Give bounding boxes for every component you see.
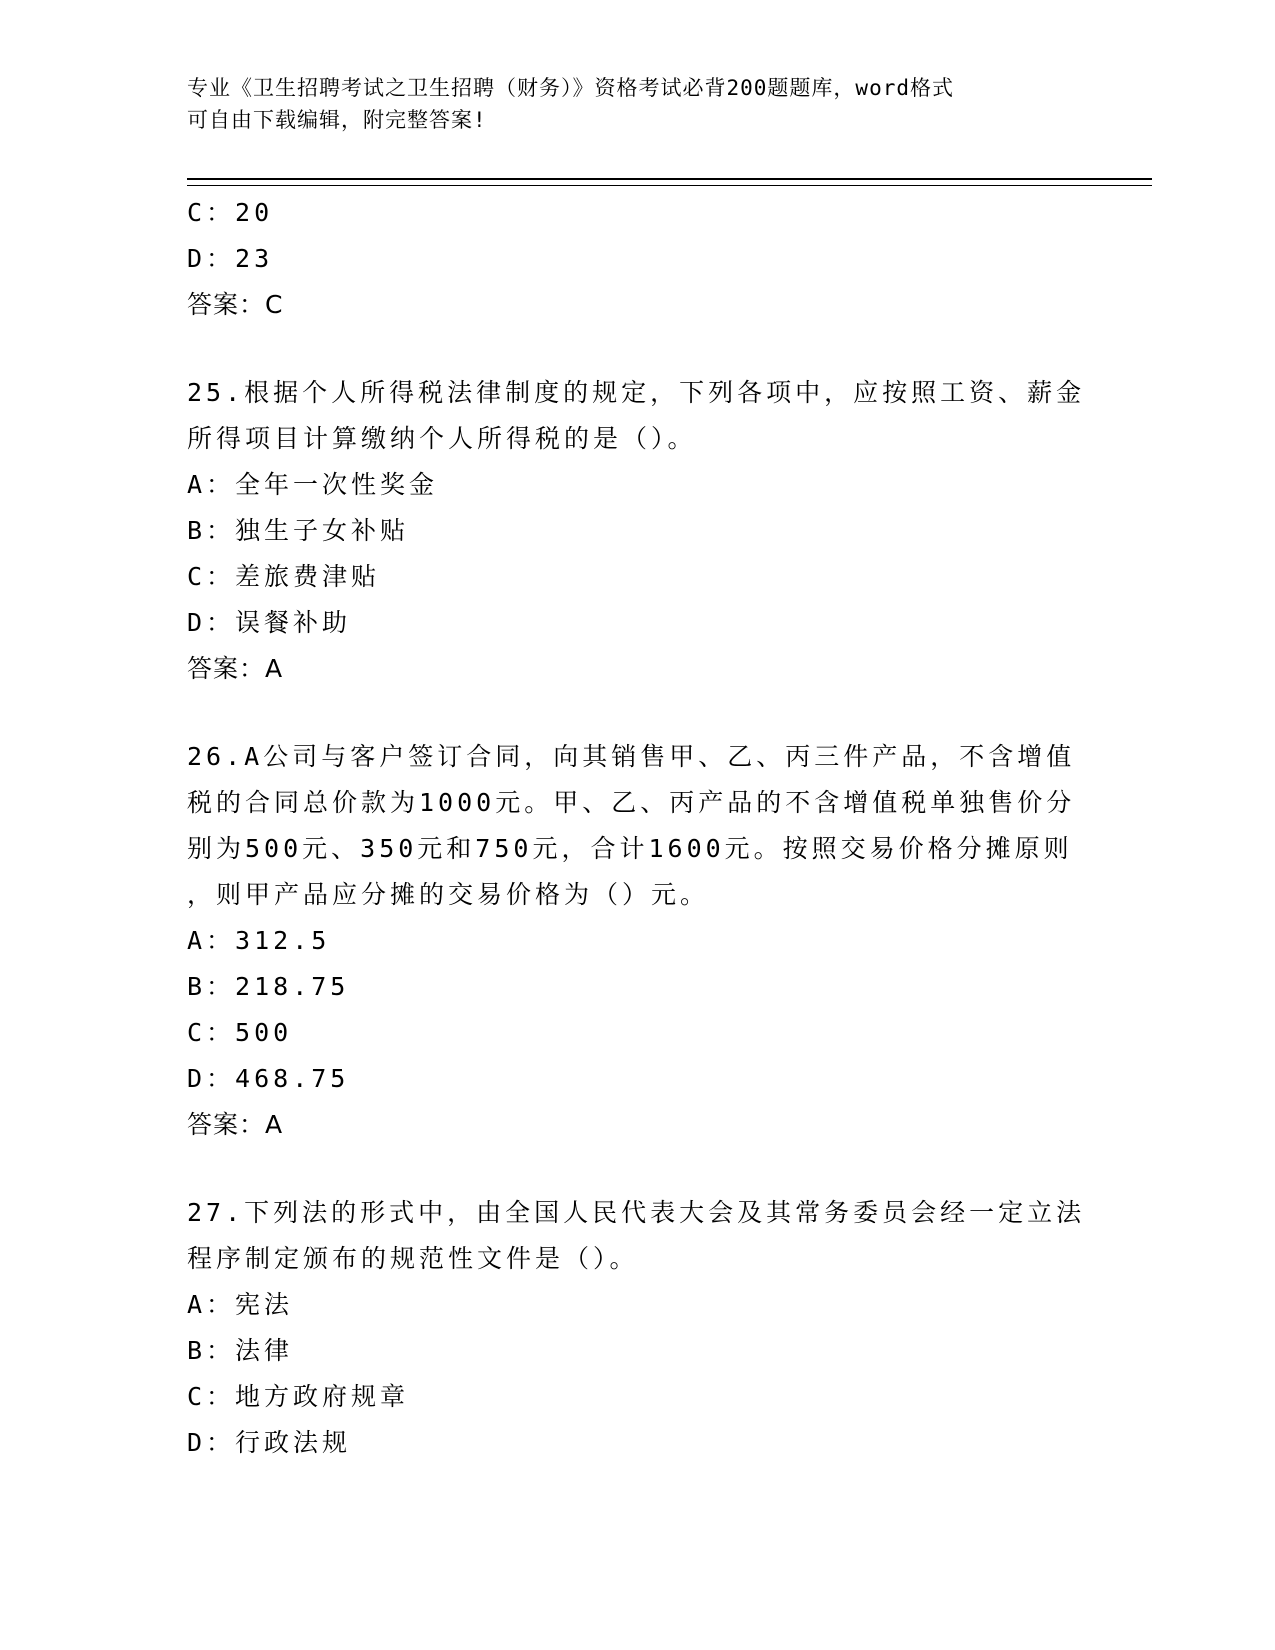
header-line-1: 专业《卫生招聘考试之卫生招聘（财务）》资格考试必背200题题库，word格式	[187, 76, 954, 100]
question-stem: 26.A公司与客户签订合同，向其销售甲、乙、丙三件产品，不含增值	[187, 742, 1076, 771]
document-header	[187, 72, 1067, 136]
header-divider	[187, 178, 1152, 186]
option-c: C：地方政府规章	[187, 1382, 410, 1411]
question-26	[187, 734, 1087, 1148]
option-a: A：312.5	[187, 926, 331, 955]
option-a: A：全年一次性奖金	[187, 470, 439, 499]
header-line-2: 可自由下载编辑，附完整答案!	[187, 108, 487, 132]
spacer	[187, 1148, 1087, 1190]
spacer	[187, 692, 1087, 734]
option-b: B：法律	[187, 1336, 294, 1365]
question-stem: 25.根据个人所得税法律制度的规定，下列各项中，应按照工资、薪金	[187, 378, 1086, 407]
option-d: D：468.75	[187, 1064, 350, 1093]
answer: 答案：A	[187, 654, 284, 683]
question-27	[187, 1190, 1087, 1466]
question-stem: 程序制定颁布的规范性文件是（）。	[187, 1244, 639, 1273]
option-b: B：218.75	[187, 972, 350, 1001]
spacer	[187, 328, 1087, 370]
answer: 答案：A	[187, 1110, 284, 1139]
option-b: B：独生子女补贴	[187, 516, 410, 545]
question-stem: 27.下列法的形式中，由全国人民代表大会及其常务委员会经一定立法	[187, 1198, 1086, 1227]
question-stem: 税的合同总价款为1000元。甲、乙、丙产品的不含增值税单独售价分	[187, 788, 1076, 817]
question-25	[187, 370, 1087, 692]
option-d: D：误餐补助	[187, 608, 352, 637]
answer: 答案：C	[187, 290, 284, 319]
question-stem: 别为500元、350元和750元，合计1600元。按照交易价格分摊原则	[187, 834, 1073, 863]
option-c: C：500	[187, 1018, 293, 1047]
document-body	[187, 190, 1087, 1466]
option-d: D：23	[187, 244, 274, 273]
question-stem: 所得项目计算缴纳个人所得税的是（）。	[187, 424, 697, 453]
option-d: D：行政法规	[187, 1428, 352, 1457]
question-stem: ，则甲产品应分摊的交易价格为（）元。	[187, 880, 710, 909]
option-a: A：宪法	[187, 1290, 294, 1319]
option-c: C：差旅费津贴	[187, 562, 381, 591]
question-24-tail	[187, 190, 1087, 328]
option-c: C：20	[187, 198, 274, 227]
